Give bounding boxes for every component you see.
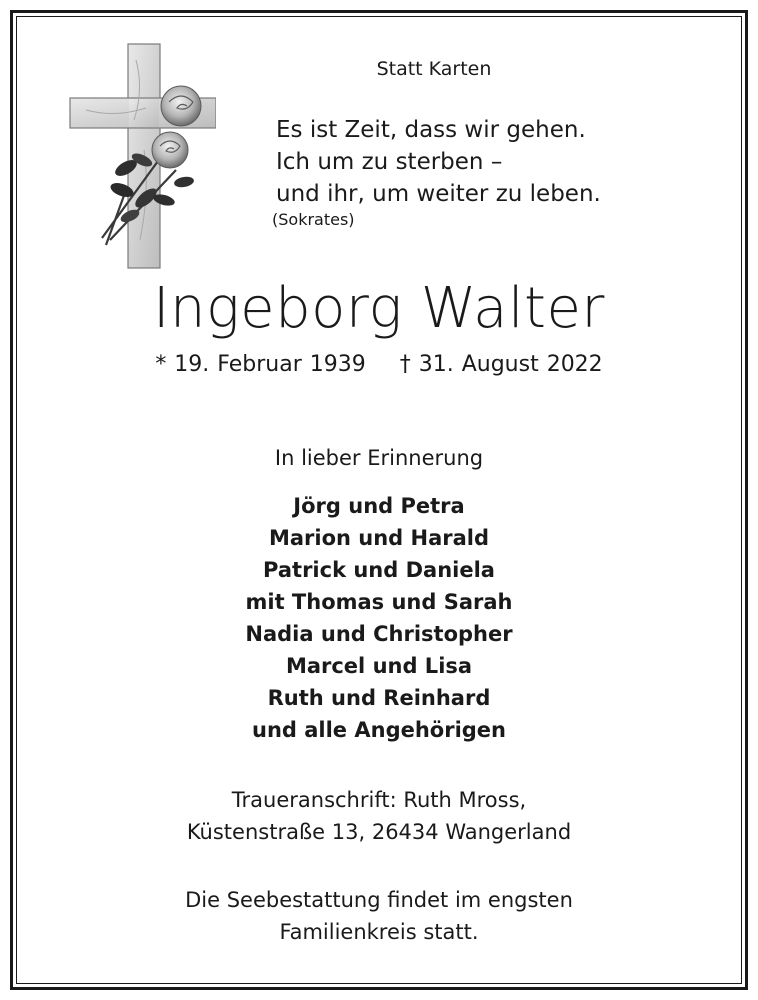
- memory-line: In lieber Erinnerung: [274, 446, 484, 470]
- funeral-note-line: Familienkreis statt.: [279, 920, 479, 944]
- family-member: Patrick und Daniela: [263, 558, 495, 582]
- funeral-note-line: Die Seebestattung findet im engsten: [185, 888, 573, 912]
- quote-line: Es ist Zeit, dass wir gehen.: [276, 117, 586, 143]
- address-line: Küstenstraße 13, 26434 Wangerland: [186, 820, 572, 844]
- family-member: Marion und Harald: [268, 526, 490, 550]
- family-member: mit Thomas und Sarah: [245, 590, 513, 614]
- family-list: [0, 490, 758, 746]
- death-date: † 31. August 2022: [399, 352, 603, 377]
- family-member: Marcel und Lisa: [285, 654, 473, 678]
- quote-source: (Sokrates): [272, 210, 355, 229]
- mourning-address: [0, 784, 758, 848]
- quote-block: [276, 114, 601, 210]
- family-member: Ruth und Reinhard: [267, 686, 491, 710]
- quote-line: Ich um zu sterben –: [276, 149, 503, 175]
- birth-date: * 19. Februar 1939: [155, 352, 366, 377]
- address-line: Traueranschrift: Ruth Mross,: [231, 788, 527, 812]
- life-dates: [0, 352, 758, 377]
- family-member: Nadia und Christopher: [245, 622, 513, 646]
- funeral-note: [0, 884, 758, 948]
- statt-karten-text: Statt Karten: [376, 58, 492, 80]
- family-member: Jörg und Petra: [293, 494, 465, 518]
- quote-line: und ihr, um weiter zu leben.: [276, 181, 601, 207]
- family-member: und alle Angehörigen: [252, 718, 506, 742]
- deceased-name: Ingeborg Walter: [153, 276, 605, 341]
